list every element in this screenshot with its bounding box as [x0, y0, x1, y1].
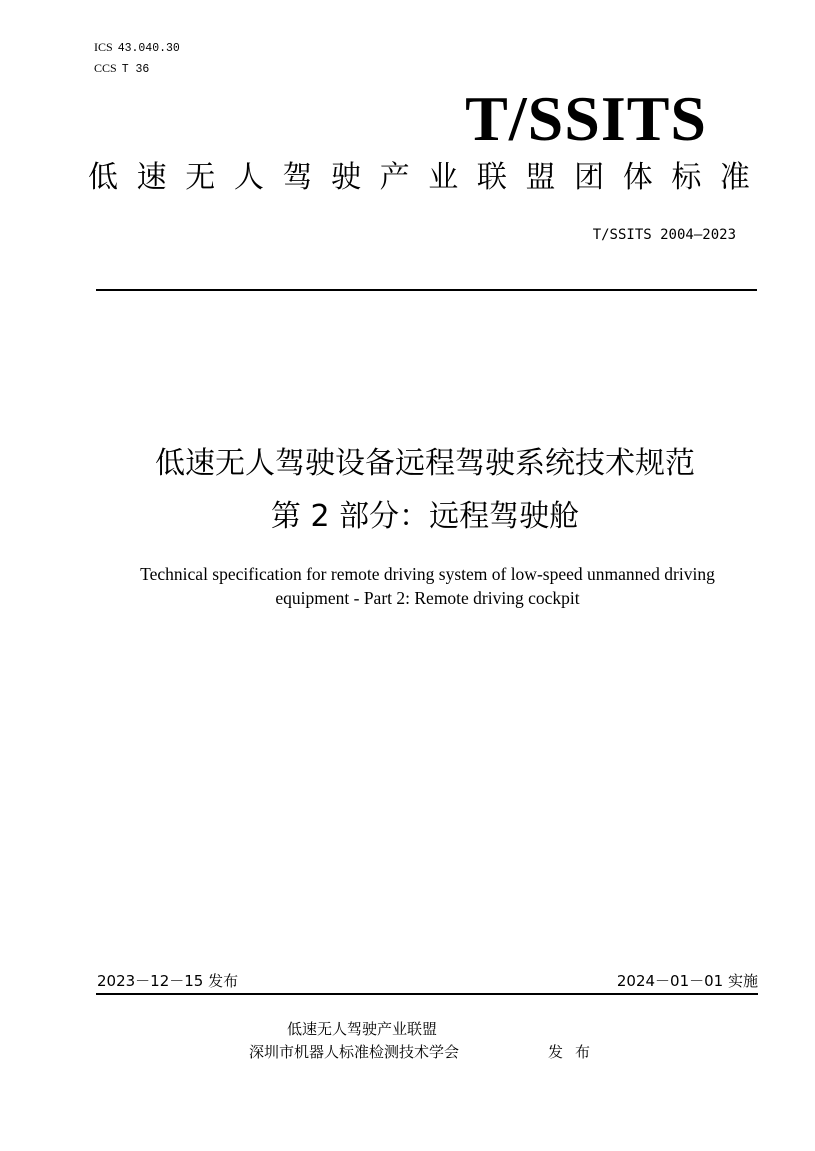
- org-char: 人: [233, 160, 264, 195]
- document-number: T/SSITS 2004—2023: [592, 227, 736, 243]
- publish-action: 发布: [548, 1043, 603, 1061]
- ccs-line: [94, 61, 149, 77]
- org-char: 无: [185, 160, 216, 195]
- org-char: 准: [719, 160, 750, 195]
- header-divider: [96, 289, 757, 291]
- org-char: 驾: [282, 160, 313, 195]
- footer-divider: [96, 993, 758, 995]
- ccs-label: CCS: [94, 61, 117, 75]
- org-char: 标: [671, 160, 702, 195]
- title-cn-line1: 低速无人驾驶设备远程驾驶系统技术规范: [155, 446, 695, 481]
- ics-line: [94, 40, 180, 56]
- org-char: 盟: [525, 160, 556, 195]
- org-char: 业: [428, 160, 459, 195]
- org-char: 速: [136, 160, 167, 195]
- ics-code: 43.040.30: [117, 42, 180, 55]
- org-char: 联: [476, 160, 507, 195]
- ccs-code: T 36: [121, 63, 150, 76]
- publish-date: 2023－12－15 发布: [97, 972, 239, 990]
- title-en-line2: equipment - Part 2: Remote driving cockpit: [275, 588, 580, 608]
- org-char: 驶: [331, 160, 362, 195]
- standard-brand: T/SSITS: [465, 83, 707, 154]
- implementation-date: 2024－01－01 实施: [616, 972, 758, 990]
- ics-label: ICS: [94, 40, 113, 54]
- publisher-org-1: 低速无人驾驶产业联盟: [287, 1020, 438, 1038]
- org-char: 团: [574, 160, 605, 195]
- title-en-line1: Technical specification for remote driving system of low-speed unmanned driving: [140, 564, 715, 584]
- org-char: 产: [379, 160, 410, 195]
- org-char: 体: [622, 160, 653, 195]
- publisher-org-2: 深圳市机器人标准检测技术学会: [249, 1043, 460, 1061]
- org-char: 低: [88, 160, 118, 195]
- organization-standard-title: [88, 158, 750, 198]
- title-cn-line2: 第 2 部分：远程驾驶舱: [270, 499, 580, 534]
